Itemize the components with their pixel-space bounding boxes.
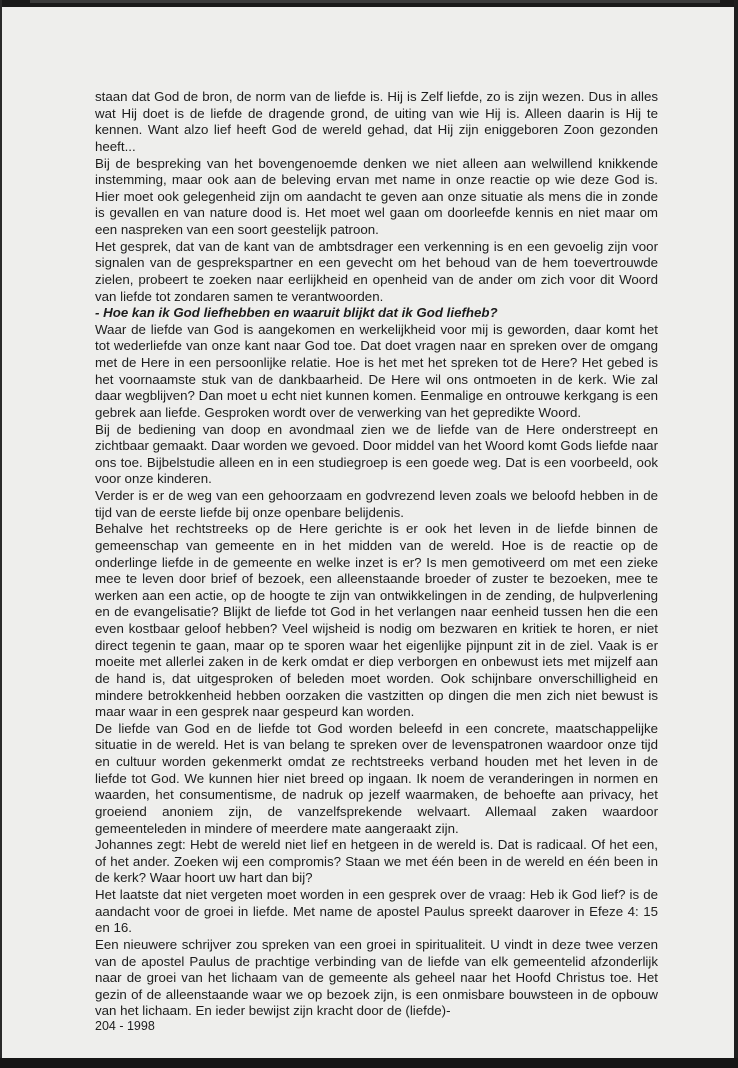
paragraph: staan dat God de bron, de norm van de liefde is. Hij is Zelf liefde, zo is zijn wezen. Dus in alles wat Hij doet is de liefde de dragende grond, de uiting van wie Hij is. Alleen daarin is Hij te kennen. Want alzo lief heeft God de wereld gehad, dat Hij zijn eniggeboren Zoon gezonden heeft... <box>95 89 658 154</box>
paragraph: Een nieuwere schrijver zou spreken van een groei in spiritualiteit. U vindt in deze twee verzen van de apostel Paulus de prachtige verbinding van de liefde van elk gemeentelid afzonderlijk naar de groei van het lichaam van de gemeente als geheel naar het Hoofd Christus toe. Het gezin of de alleenstaande waar we op bezoek zijn, is een onmisbare bouwsteen in de opbouw van het lichaam. En ieder bewijst zijn kracht door de (liefde)- <box>95 936 658 1019</box>
page-footer: 204 - 1998 <box>95 1019 155 1033</box>
scan-edge-left <box>0 0 2 1068</box>
paragraph: Verder is er de weg van een gehoorzaam en godvrezend leven zoals we beloofd hebben in de tijd van de eerste liefde bij onze openbare belijdenis. <box>95 488 658 520</box>
paragraph: Bij de bespreking van het bovengenoemde denken we niet alleen aan welwillend knikkende instemming, maar ook aan de beleving ervan met name in onze reactie op wie deze God is. Hier moet ook gelegenheid zijn om aandacht te geven aan onze situatie als mens die in zonde is gevallen en van nature dood is. Het moet wel gaan om doorleefde kennis en niet maar om een naspreken van een soort geestelijk patroon. <box>95 155 658 237</box>
paragraph: Behalve het rechtstreeks op de Here gerichte is er ook het leven in de liefde binnen de gemeenschap van gemeente en in het midden van de wereld. Hoe is de reactie op de onderlinge liefde in de gemeente en welke inzet is er? Is men gemotiveerd om met een zieke mee te leven door brief of bezoek, een alleenstaande broeder of zuster te bezoeken, mee te werken aan een actie, op de hoogte te zijn van ontwikkelingen in de zending, de hulpverlening en de evangelisatie? Blijkt de liefde tot God in het verlangen naar eenheid tussen hen die een even kostbaar geloof hebben? Veel wijsheid is nodig om bezwaren en kritiek te horen, er niet direct tegenin te gaan, maar op te sporen waar het eigenlijke pijnpunt zit in de ziel. Vaak is er moeite met allerlei zaken in de kerk omdat er diep verborgen en onbewust iets met mijzelf aan de hand is, dat uitgesproken of beleden moet worden. Ook schijnbare onverschilligheid en mindere betrokkenheid hebben oorzaken die vastzitten op dingen die men zich niet bewust is maar waar in een gesprek naar gespeurd kan worden. <box>95 521 658 720</box>
paragraph: Johannes zegt: Hebt de wereld niet lief en hetgeen in de wereld is. Dat is radicaal. Of het een, of het ander. Zoeken wij een compromis? Staan we met één been in de wereld en één been in de kerk? Waar hoort uw hart dan bij? <box>95 837 658 886</box>
paragraph: De liefde van God en de liefde tot God worden beleefd in een concrete, maatschappelijke situatie in de wereld. Het is van belang te spreken over de levenspatronen waardoor onze tijd en cultuur worden gekenmerkt omdat ze rechtstreeks verband houden met het leven in de liefde tot God. We kunnen hier niet breed op ingaan. Ik noem de veranderingen in normen en waarden, het consumentisme, de nadruk op jezelf waarmaken, de behoefte aan privacy, het groeiend anoniem zijn, de vanzelfsprekende welvaart. Allemaal zaken waardoor gemeenteleden in mindere of meerdere mate aangeraakt zijn. <box>95 720 658 836</box>
question-heading: - Hoe kan ik God liefhebben en waaruit blijkt dat ik God liefheb? <box>95 305 498 321</box>
scan-edge-bottom <box>0 1058 738 1068</box>
paragraph: Bij de bediening van doop en avondmaal zien we de liefde van de Here onderstreept en zichtbaar gemaakt. Daar worden we gevoed. Door middel van het Woord komt Gods liefde naar ons toe. Bijbelstudie alleen en in een studiegroep is een goede weg. Dat is een voorbeeld, ook voor onze kinderen. <box>95 421 658 487</box>
paragraph: Het laatste dat niet vergeten moet worden in een gesprek over de vraag: Heb ik God lief? is de aandacht voor de groei in liefde. Met name de apostel Paulus spreekt daarover in Efeze 4: 15 en 16. <box>95 887 658 936</box>
scan-edge-top-highlight <box>30 0 720 3</box>
paragraph: Het gesprek, dat van de kant van de ambtsdrager een verkenning is en een gevoelig zijn voor signalen van de gesprekspartner en een gevecht om het behoud van de hem toevertrouwde zielen, probeert te zoeken naar eerlijkheid en openheid van de ander om zich voor dit Woord van liefde tot zondaren samen te verantwoorden. <box>95 238 658 304</box>
paragraph: Waar de liefde van God is aangekomen en werkelijkheid voor mij is geworden, daar komt het tot wederliefde van onze kant naar God toe. Dat doet vragen naar en spreken over de omgang met de Here in een persoonlijke relatie. Hoe is het met het spreken tot de Here? Het gebed is het voornaamste stuk van de dankbaarheid. De Here wil ons ontmoeten in de kerk. Wie zal daar wegblijven? Dan moet u echt niet kunnen komen. Eenmalige en ontrouwe kerkgang is een gebrek aan liefde. Gesproken wordt over de verwerking van het gepredikte Woord. <box>95 321 658 420</box>
body-text <box>95 89 658 1020</box>
scan-edge-right <box>734 0 738 1068</box>
